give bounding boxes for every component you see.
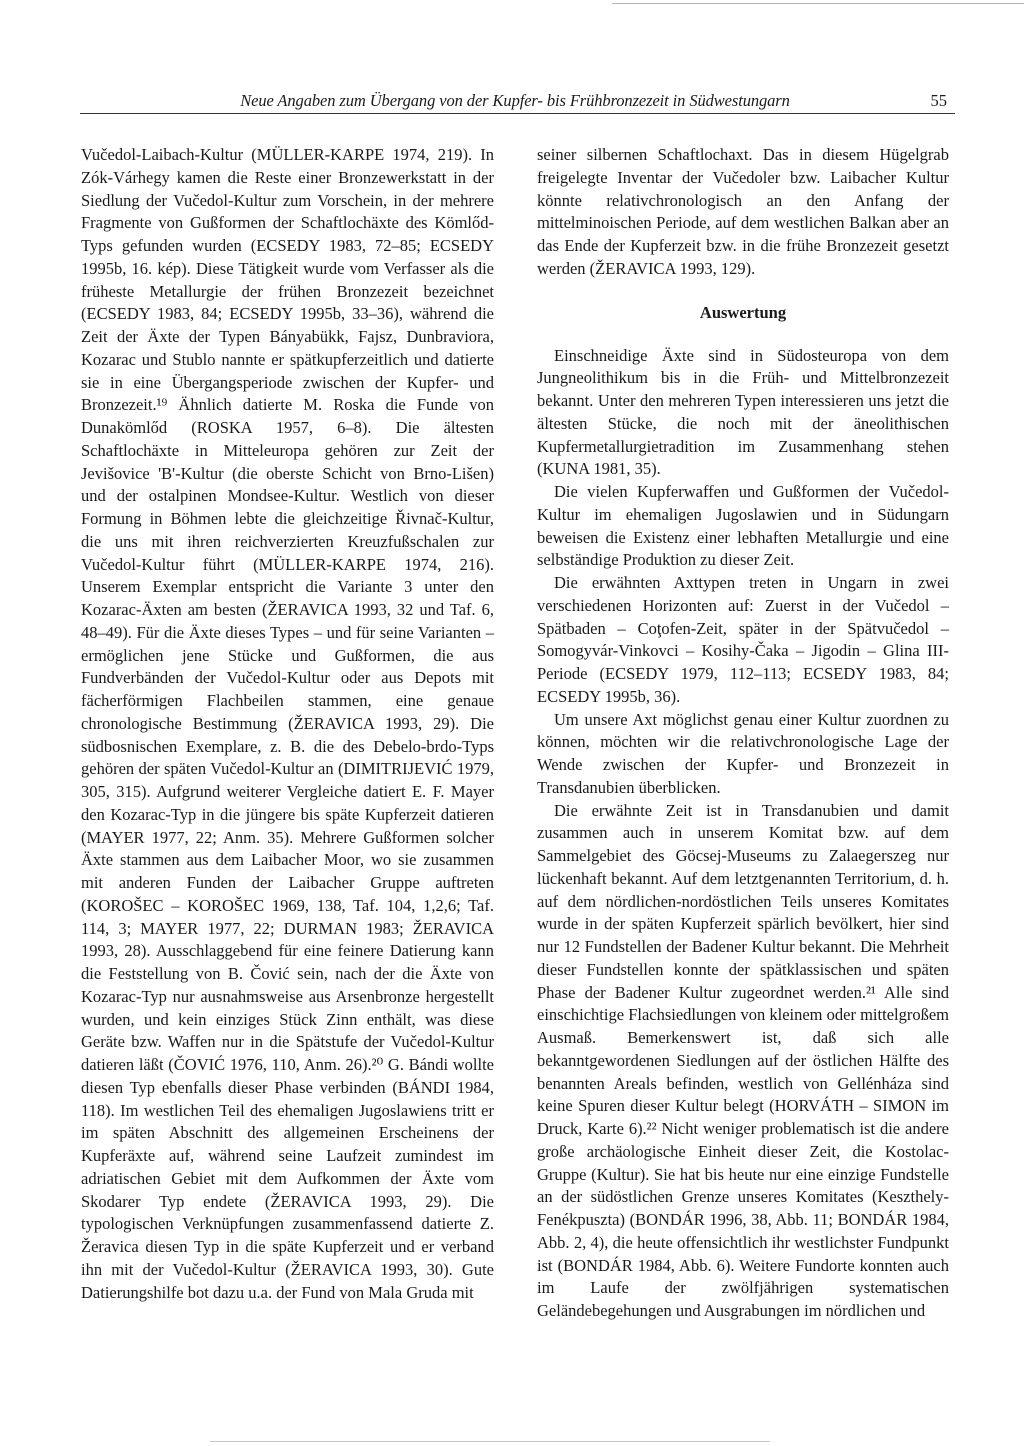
right-paragraph-3: Die vielen Kupferwaffen und Gußformen der Vučedol-Kultur im ehemaligen Jugoslawien und in Südungarn beweisen die Existenz einer lebhaften Metallurgie und eine selbständige Produktion zu dieser Zeit. (537, 482, 949, 570)
page-header (80, 91, 955, 117)
right-paragraph-1: seiner silbernen Schaftlochaxt. Das in diesem Hügelgrab freigelegte Inventar der Vučedoler bzw. Laibacher Kultur könnte relativchronologisch an den Anfang der mittelminoischen Periode, auf dem westlichen Balkan aber an das Ende der Kupferzeit bzw. in die frühe Bronzezeit gesetzt werden (ŽERAVICA 1993, 129). (537, 145, 949, 278)
right-column (537, 144, 949, 1323)
right-paragraph-5: Um unsere Axt möglichst genau einer Kultur zuordnen zu können, möchten wir die relativchronologische Lage der Wende zwischen der Kupfer- und Bronzezeit in Transdanubien überblicken. (537, 709, 949, 797)
running-title: Neue Angaben zum Übergang von der Kupfer- bis Frühbronzezeit in Südwestungarn (240, 91, 790, 110)
scan-edge-line-bottom (210, 1441, 770, 1442)
left-column (81, 144, 494, 1304)
right-paragraph-4: Die erwähnten Axttypen treten in Ungarn in zwei verschiedenen Horizonten auf: Zuerst in der Vučedol – Spätbaden – Coţofen-Zeit, später in der Spätvučedol – Somogyvár-Vinkovci – Kosihy-Čaka – Jigodin – Glina III-Periode (ECSEDY 1979, 112–113; ECSEDY 1983, 84; ECSEDY 1995b, 36). (537, 573, 949, 706)
header-rule (80, 113, 955, 114)
page-number: 55 (930, 91, 947, 110)
section-heading-auswertung: Auswertung (699, 302, 787, 322)
right-paragraph-6: Die erwähnte Zeit ist in Transdanubien und damit zusammen auch in unserem Komitat bzw. auf dem Sammelgebiet des Göcsej-Museums zu Zalaegerszeg nur lückenhaft bekannt. Auf dem letztgenannten Territorium, d. h. auf dem nördlichen-nordöstlichen Teils unseres Komitates wurde in der späten Kupferzeit spärlich bevölkert, hier sind nur 12 Fundstellen der Badener Kultur bekannt. Die Mehrheit dieser Fundstellen konnte der spätklassischen und späten Phase der Badener Kultur zugeordnet werden.²¹ Alle sind einschichtige Flachsiedlungen von kleinem oder mittelgroßem Ausmaß. Bemerkenswert ist, daß sich alle bekanntgewordenen Siedlungen auf der östlichen Hälfte des benannten Areals befinden, westlich von Gellénháza sind keine Spuren dieser Kultur belegt (HORVÁTH – SIMON im Druck, Karte 6).²² Nicht weniger problematisch ist die andere große archäologische Einheit dieser Zeit, die Kostolac-Gruppe (Kultur). Sie hat bis heute nur eine einzige Fundstelle an der südöstlichen Grenze unseres Komitates (Keszthely-Fenékpuszta) (BONDÁR 1996, 38, Abb. 11; BONDÁR 1984, Abb. 2, 4), die heute offensichtlich ihr westlichster Fundpunkt ist (BONDÁR 1984, Abb. 6). Weitere Fundorte konnten auch im Laufe der zwölfjährigen systematischen Geländebegehungen und Ausgrabungen im nördlichen und (537, 800, 949, 1320)
right-paragraph-2: Einschneidige Äxte sind in Südosteuropa von dem Jungneolithikum bis in die Früh- und Mittelbronzezeit bekannt. Unter den mehreren Typen interessieren uns jetzt die ältesten Stücke, die noch mit der äneolithischen Kupfermetallurgietradition im Zusammenhang stehen (KUNA 1981, 35). (537, 345, 949, 479)
scan-edge-line-top (612, 3, 1024, 4)
left-paragraph: Vučedol-Laibach-Kultur (MÜLLER-KARPE 1974, 219). In Zók-Várhegy kamen die Reste einer Bronzewerkstatt in der Siedlung der Vučedol-Kultur zum Vorschein, in der mehrere Fragmente von Gußformen der Schaftlochäxte des Kömlőd-Typs gefunden wurden (ECSEDY 1983, 72–85; ECSEDY 1995b, 16. kép). Diese Tätigkeit wurde vom Verfasser als die früheste Metallurgie der frühen Bronzezeit bezeichnet (ECSEDY 1983, 84; ECSEDY 1995b, 33–36), während die Zeit der Äxte der Typen Bányabükk, Fajsz, Dunbraviora, Kozarac und Stublo nannte er spätkupferzeitlich und datierte sie in eine Übergangsperiode zwischen der Kupfer- und Bronzezeit.¹⁹ Ähnlich datierte M. Roska die Funde von Dunakömlőd (ROSKA 1957, 6–8). Die ältesten Schaftlochäxte in Mitteleuropa gehören zur Zeit der Jevišovice 'B'-Kultur (die oberste Schicht von Brno-Lišen) und der ostalpinen Mondsee-Kultur. Westlich von dieser Formung in Böhmen lebte die gleichzeitige Řivnač-Kultur, die uns mit ihren reichverzierten Kreuzfußschalen zur Vučedol-Kultur führt (MÜLLER-KARPE 1974, 216). Unserem Exemplar entspricht die Variante 3 unter den Kozarac-Äxten am besten (ŽERAVICA 1993, 32 und Taf. 6, 48–49). Für die Äxte dieses Types – und für seine Varianten – ermöglichen jene Stücke und Gußformen, die aus Fundverbänden der Vučedol-Kultur oder aus Depots mit fächerförmigen Flachbeilen stammen, eine genaue chronologische Bestimmung (ŽERAVICA 1993, 29). Die südbosnischen Exemplare, z. B. die des Debelo-brdo-Typs gehören der späten Vučedol-Kultur an (DIMITRIJEVIĆ 1979, 305, 315). Aufgrund weiterer Vergleiche datiert E. F. Mayer den Kozarac-Typ in die jüngere bis späte Kupferzeit datieren (MAYER 1977, 22; Anm. 35). Mehrere Gußformen solcher Äxte stammen aus dem Laibacher Moor, wo sie zusammen mit anderen Funden der Laibacher Gruppe auftreten (KOROŠEC – KOROŠEC 1969, 138, Taf. 104, 1,2,6; Taf. 114, 3; MAYER 1977, 22; DURMAN 1983; ŽERAVICA 1993, 28). Ausschlaggebend für eine feinere Datierung kann die Feststellung von B. Čović sein, nach der die Äxte von Kozarac-Typ nur ausnahmsweise aus Arsenbronze hergestellt wurden, und kein einziges Stück Zinn enthält, was diese Geräte bzw. Waffen nur in die Spätstufe der Vučedol-Kultur datieren läßt (ČOVIĆ 1976, 110, Anm. 26).²⁰ G. Bándi wollte diesen Typ ebenfalls dieser Phase verbinden (BÁNDI 1984, 118). Im westlichen Teil des ehemaligen Jugoslawiens tritt er im späten Abschnitt des allgemeinen Erscheinens der Kupferäxte auf, während seine Laufzeit zumindest im adriatischen Gebiet mit dem Aufkommen der Äxte vom Skodarer Typ endete (ŽERAVICA 1993, 29). Die typologischen Verknüpfungen zusammenfassend datierte Z. Žeravica diesen Typ in die späte Kupferzeit und er verband ihn mit der Vučedol-Kultur (ŽERAVICA 1993, 30). Gute Datierungshilfe bot dazu u.a. der Fund von Mala Gruda mit (81, 145, 494, 1302)
